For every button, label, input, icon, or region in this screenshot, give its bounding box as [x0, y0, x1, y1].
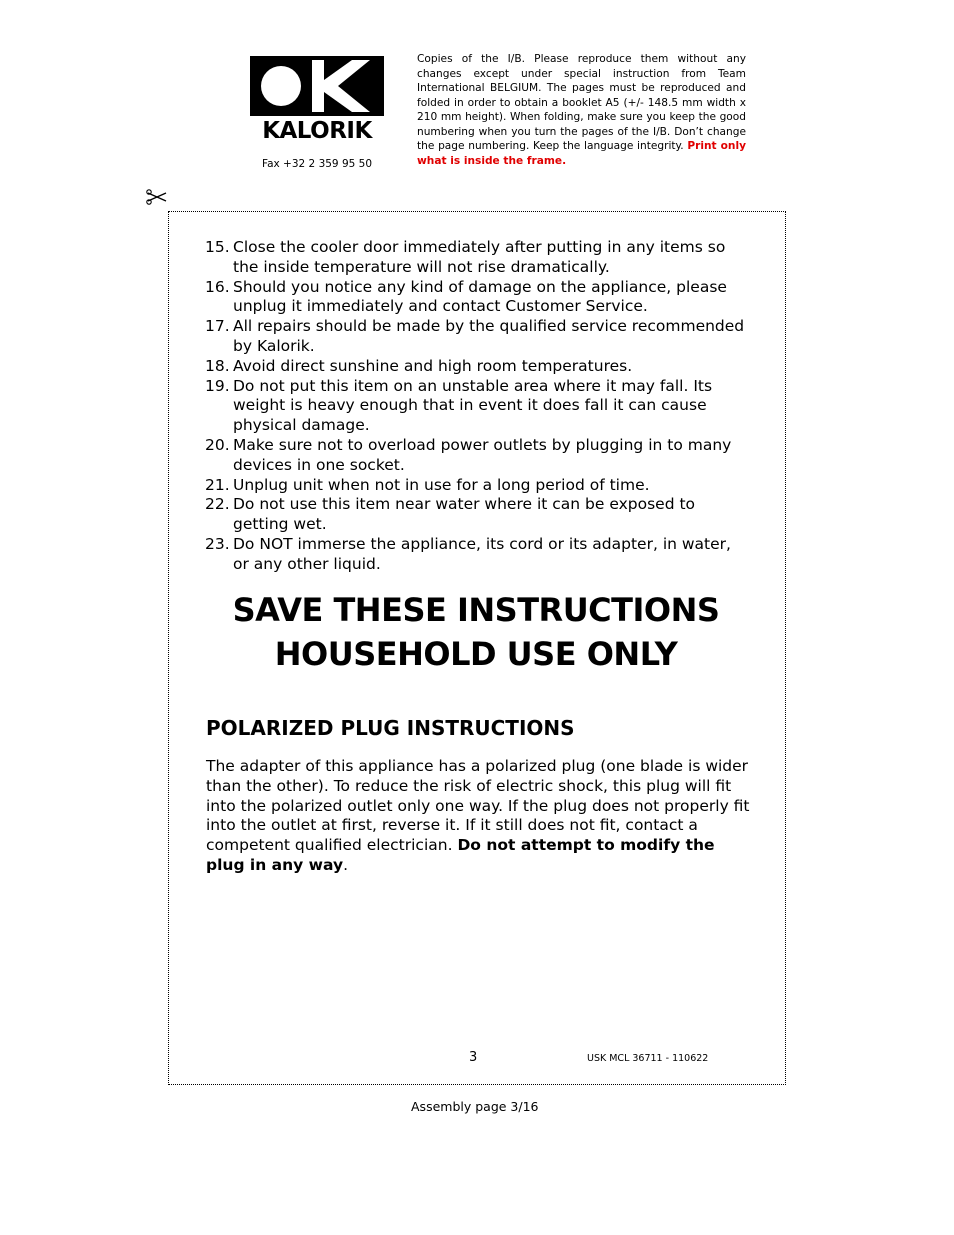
list-item-number: 17. [205, 317, 230, 336]
list-item-text: Do not use this item near water where it can be exposed to getting wet. [233, 495, 696, 534]
list-item-text: Close the cooler door immediately after putting in any items so the inside temperature will not rise dramatically. [233, 238, 726, 276]
polarized-plug-paragraph [206, 757, 751, 876]
list-item-number: 18. [205, 356, 230, 375]
list-item [205, 476, 750, 496]
paragraph-text: The adapter of this appliance has a polarized plug (one blade is wider than the other). To reduce the risk of electric shock, this plug will fit into the polarized outlet only one way. If the plug does not properly fit into the outlet at first, reverse it. If it still does not fit, contact a competent qualified electrician. [206, 757, 750, 855]
list-item [205, 357, 750, 377]
list-item [205, 278, 750, 318]
list-item-number: 16. [205, 277, 230, 296]
household-use-heading: HOUSEHOLD USE ONLY [274, 635, 678, 673]
document-code: USK MCL 36711 - 110622 [587, 1053, 709, 1064]
paragraph-end: . [343, 855, 349, 874]
list-item-text: Should you notice any kind of damage on the appliance, please unplug it immediately and contact Customer Service. [233, 277, 727, 316]
list-item-text: Avoid direct sunshine and high room temperatures. [233, 356, 633, 375]
list-item [205, 317, 750, 357]
list-item [205, 436, 750, 476]
list-item [205, 495, 750, 535]
list-item-number: 19. [205, 376, 230, 395]
fax-number: Fax +32 2 359 95 50 [262, 158, 373, 170]
list-item [205, 238, 750, 278]
list-item-text: All repairs should be made by the qualified service recommended by Kalorik. [233, 317, 745, 355]
list-item-text: Unplug unit when not in use for a long period of time. [233, 475, 650, 494]
print-notice-text: Copies of the I/B. Please reproduce them without any changes except under special instruction from Team International BELGIUM. The pages must be reproduced and folded in order to obtain a booklet A5 (+/- 148.5 mm width x 210 mm height). When folding, make sure you keep the good numbering when you turn the pages of the I/B. Don’t change the page numbering. Keep the language integrity. [417, 53, 746, 152]
list-item-text: Do not put this item on an unstable area where it may fall. Its weight is heavy enough that in event it does fall it can cause physical damage. [233, 376, 713, 435]
assembly-page-label: Assembly page 3/16 [411, 1099, 539, 1114]
list-item-number: 22. [205, 495, 230, 514]
polarized-plug-heading: POLARIZED PLUG INSTRUCTIONS [206, 716, 575, 740]
list-item [205, 377, 750, 436]
list-item-number: 15. [205, 238, 230, 256]
scissors-icon [146, 189, 168, 205]
kalorik-logo [250, 56, 384, 142]
list-item [205, 535, 750, 575]
page-number: 3 [469, 1050, 478, 1065]
list-item-number: 23. [205, 534, 230, 553]
save-instructions-heading: SAVE THESE INSTRUCTIONS [232, 591, 720, 629]
kalorik-logo-mark [250, 56, 384, 142]
print-notice-warning: Print only what is inside the frame. [417, 140, 746, 167]
paragraph-warning: Do not attempt to modify the plug in any way [206, 836, 715, 874]
safety-instructions-list [205, 238, 750, 575]
list-item-number: 20. [205, 435, 230, 454]
list-item-text: Do NOT immerse the appliance, its cord or its adapter, in water, or any other liquid. [233, 534, 731, 573]
print-notice [417, 52, 746, 168]
logo-wordmark: KALORIK [262, 118, 372, 142]
list-item-number: 21. [205, 475, 230, 494]
list-item-text: Make sure not to overload power outlets by plugging in to many devices in one socket. [233, 435, 732, 474]
